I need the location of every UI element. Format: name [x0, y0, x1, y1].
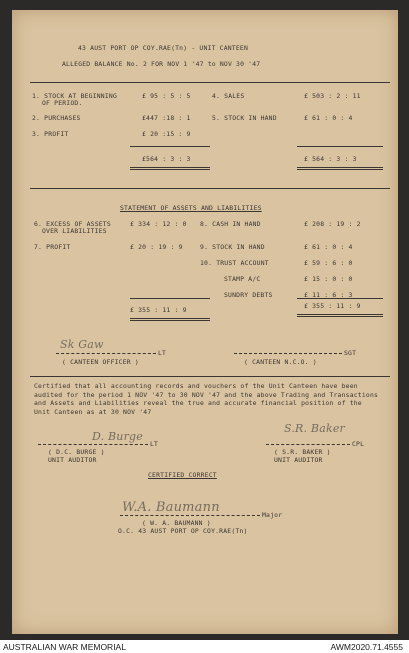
item-amount: £447 :18 : 1	[142, 114, 191, 122]
item-amount: £ 61 : 0 : 4	[304, 114, 353, 122]
total-rule	[130, 320, 210, 321]
document-title: 43 AUST PORT OP COY.RAE(Tn) - UNIT CANTEEN	[78, 44, 248, 52]
document-subtitle: ALLEGED BALANCE No. 2 FOR NOV 1 '47 to NOV 30 '47	[62, 60, 261, 68]
item-amount: £ 20 :15 : 9	[142, 130, 191, 138]
signature-line	[120, 515, 260, 516]
item-amount: £ 59 : 6 : 0	[304, 259, 353, 267]
signatory-title: O.C. 43 AUST PORT OP COY.RAE(Tn)	[118, 527, 248, 535]
item-label: 8. CASH IN HAND	[200, 220, 261, 228]
item-label: 10. TRUST ACCOUNT	[200, 259, 269, 267]
signature-line	[266, 444, 350, 445]
subtotal-rule	[297, 146, 383, 147]
total-rule	[297, 169, 383, 170]
archive-name: AUSTRALIAN WAR MEMORIAL	[3, 642, 126, 652]
item-label: 4. SALES	[212, 92, 245, 100]
signatory-rank: CPL	[352, 440, 365, 448]
item-amount: £ 503 : 2 : 11	[304, 92, 361, 100]
signatory-rank: Major	[262, 511, 283, 519]
archive-footer	[0, 640, 409, 653]
certification-text: Certified that all accounting records and vouchers of the Unit Canteen have been audited for the period 1 NOV '47 to 30 NOV '47 and the above Trading and Transactions and Assets and Liabilities reveal the true and accurate financial position of the Unit Canteen as at 30 NOV '47	[34, 382, 379, 416]
handwritten-signature: W.A. Baumann	[122, 500, 220, 515]
signatory-title: ( CANTEEN OFFICER )	[62, 358, 139, 366]
item-amount: £ 61 : 0 : 4	[304, 243, 353, 251]
right-total: £ 564 : 3 : 3	[304, 155, 357, 163]
signatory-title: ( CANTEEN N.C.O. )	[244, 358, 317, 366]
item-label: SUNDRY DEBTS	[224, 291, 273, 299]
left-total: £564 : 3 : 3	[142, 155, 191, 163]
item-label: 1. STOCK AT BEGINNING	[32, 92, 117, 100]
item-label: 2. PURCHASES	[32, 114, 81, 122]
handwritten-signature: D. Burge	[92, 430, 143, 443]
certified-correct-heading: CERTIFIED CORRECT	[148, 471, 217, 479]
divider	[30, 376, 390, 377]
document-page	[12, 10, 398, 634]
signatory-name: ( S.R. BAKER )	[274, 448, 331, 456]
item-label: 6. EXCESS OF ASSETS	[34, 220, 111, 228]
signatory-title: UNIT AUDITOR	[274, 456, 323, 464]
item-amount: £ 15 : 0 : 0	[304, 275, 353, 283]
item-label: 3. PROFIT	[32, 130, 69, 138]
handwritten-signature: S.R. Baker	[284, 422, 345, 435]
total-rule	[130, 318, 210, 319]
item-label: OF PERIOD.	[42, 99, 83, 107]
right-total: £ 355 : 11 : 9	[304, 302, 361, 310]
subtotal-rule	[130, 146, 210, 147]
signatory-title: UNIT AUDITOR	[48, 456, 97, 464]
left-total: £ 355 : 11 : 9	[130, 306, 187, 314]
subtotal-rule	[130, 298, 210, 299]
divider	[30, 188, 390, 189]
signatory-rank: SGT	[344, 349, 357, 357]
subtotal-rule	[297, 298, 383, 299]
item-label: 5. STOCK IN HAND	[212, 114, 277, 122]
item-label: STAMP A/C	[224, 275, 261, 283]
signatory-rank: LT	[158, 349, 167, 357]
item-amount: £ 95 : 5 : 5	[142, 92, 191, 100]
item-amount: £ 208 : 19 : 2	[304, 220, 361, 228]
item-amount: £ 334 : 12 : 0	[130, 220, 187, 228]
item-label: 9. STOCK IN HAND	[200, 243, 265, 251]
item-label: 7. PROFIT	[34, 243, 71, 251]
total-rule	[297, 167, 383, 168]
signature-line	[234, 353, 342, 354]
total-rule	[130, 167, 210, 168]
item-amount: £ 20 : 19 : 9	[130, 243, 183, 251]
signature-line	[56, 353, 156, 354]
archive-accession-number: AWM2020.71.4555	[330, 642, 403, 652]
total-rule	[130, 169, 210, 170]
signatory-name: ( W. A. BAUMANN )	[142, 519, 211, 527]
item-label: OVER LIABILITIES	[42, 227, 107, 235]
item-amount: £ 11 : 6 : 3	[304, 291, 353, 299]
divider	[30, 82, 390, 83]
signature-line	[38, 444, 148, 445]
total-rule	[297, 316, 383, 317]
signatory-name: ( D.C. BURGE )	[48, 448, 105, 456]
total-rule	[297, 314, 383, 315]
handwritten-signature: Sk Gaw	[60, 338, 104, 351]
signatory-rank: LT	[150, 440, 159, 448]
statement-title: STATEMENT OF ASSETS AND LIABILITIES	[120, 204, 262, 212]
